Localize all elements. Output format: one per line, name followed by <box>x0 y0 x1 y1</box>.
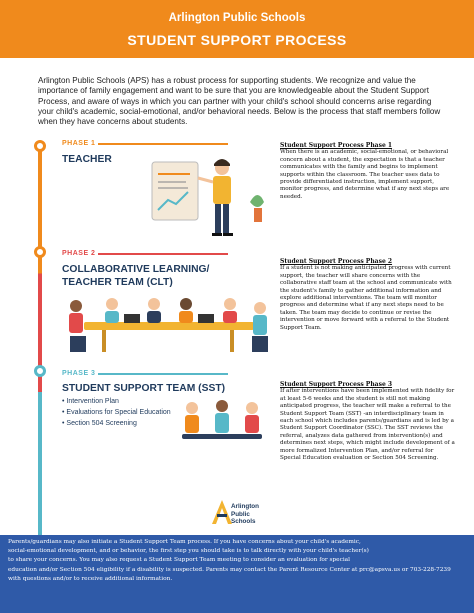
footer-line-2: social-emotional development, and or behavior, the first step you should take is to talk directly with your child's teacher(s) <box>8 548 369 555</box>
phase-3-bullet-2: • Evaluations for Special Education <box>62 409 171 416</box>
phase-2-title-line-1: COLLABORATIVE LEARNING/ <box>62 264 210 275</box>
aps-logo-text: Arlington Public Schools <box>231 503 259 526</box>
student-support-team-illustration <box>172 398 272 448</box>
phase-2-description-text: If a student is not making anticipated progress with current support, the teacher will share concerns with the collaborative staff team at the school and communicate with the student's family to gather additional information and explore additional interventions. The team will monitor progress and determine what if any next steps need to be taken. The team may decide to continue or revise the intervention or move forward with a referral to the Student Support Team. <box>280 265 452 331</box>
phase-3-bullet-3: • Section 504 Screening <box>62 420 137 427</box>
timeline-line <box>38 143 42 538</box>
teacher-illustration <box>150 152 272 242</box>
phase-1-description <box>280 142 455 201</box>
organization-name: Arlington Public Schools <box>168 12 306 24</box>
timeline-dot-phase2 <box>34 246 46 258</box>
phase-2-description <box>280 258 455 332</box>
phase-1-label: PHASE 1 <box>62 140 96 147</box>
phase-2-title-line-2: TEACHER TEAM (CLT) <box>62 277 173 288</box>
phase-1-description-text: When there is an academic, social-emotional, or behavioral concern about a student, the expectation is that a teacher communicates with the family and begins to implement supports within the classroom. The teacher uses data to provide differentiated instruction, implement support, monitor progress, and determine what if any next steps are needed. <box>280 149 450 200</box>
page-title: STUDENT SUPPORT PROCESS <box>127 32 347 48</box>
timeline-dot-top <box>34 140 46 152</box>
footer-line-1: Parents/guardians may also initiate a Student Support Team process. If you have concerns about your child's academic, <box>8 539 361 545</box>
footer-note <box>0 535 474 613</box>
phase-1-divider <box>98 143 228 145</box>
phase-3-bullet-1: • Intervention Plan <box>62 398 119 405</box>
footer-line-5: with questions and/or to receive additional information. <box>8 575 173 582</box>
phase-2-description-title: Student Support Process Phase 2 <box>280 258 393 265</box>
footer-line-3: to share your concerns. You may also request a Student Support Team meeting to consider an evaluation for special <box>8 557 350 564</box>
phase-3-divider <box>98 373 228 375</box>
timeline-dot-phase3 <box>34 365 46 377</box>
phase-3-title: STUDENT SUPPORT TEAM (SST) <box>62 383 226 394</box>
phase-1-description-title: Student Support Process Phase 1 <box>280 142 393 149</box>
collaborative-team-illustration <box>62 292 272 354</box>
phase-3-description-title: Student Support Process Phase 3 <box>280 381 393 388</box>
phase-1-title: TEACHER <box>62 154 112 165</box>
phase-3-bullet-list <box>62 396 171 429</box>
intro-paragraph: Arlington Public Schools (APS) has a robust process for supporting students. We recognize and value the importance of family engagement and want to be sure that you are knowledgeable about the Student Support Process, and aware of ways in which you can partner with your child's school should concerns arise regarding your child's academic, social-emotional, and/or behavioral needs. Below is the process that staff members follow when they have concerns about students. <box>38 76 441 127</box>
phase-2-divider <box>98 253 228 255</box>
footer-line-4: education and/or Section 504 eligibility if a disability is suspected. Parents may contact the Parent Resource Center at prc@apsva.us or 703-228-7239 <box>8 566 451 573</box>
phase-3-description <box>280 381 455 462</box>
phase-2-label: PHASE 2 <box>62 250 96 257</box>
phase-3-description-text: If after interventions have been implemented with fidelity for at least 5-6 weeks and the student is still not making anticipated progress, the teacher will make a referral to the Student Support Team (SST) -an interdisciplinary team in each school which includes parents/guardians and is led by a Student Support Coordinator (SSC). The SST reviews the referral, analyzes data gathered from intervention(s) and determines next steps, which might include development of a more formalized Intervention Plan, and/or referral for Special Education evaluation or Section 504 Screening. <box>280 388 455 462</box>
phase-3-label: PHASE 3 <box>62 370 96 377</box>
page-header <box>0 0 474 58</box>
